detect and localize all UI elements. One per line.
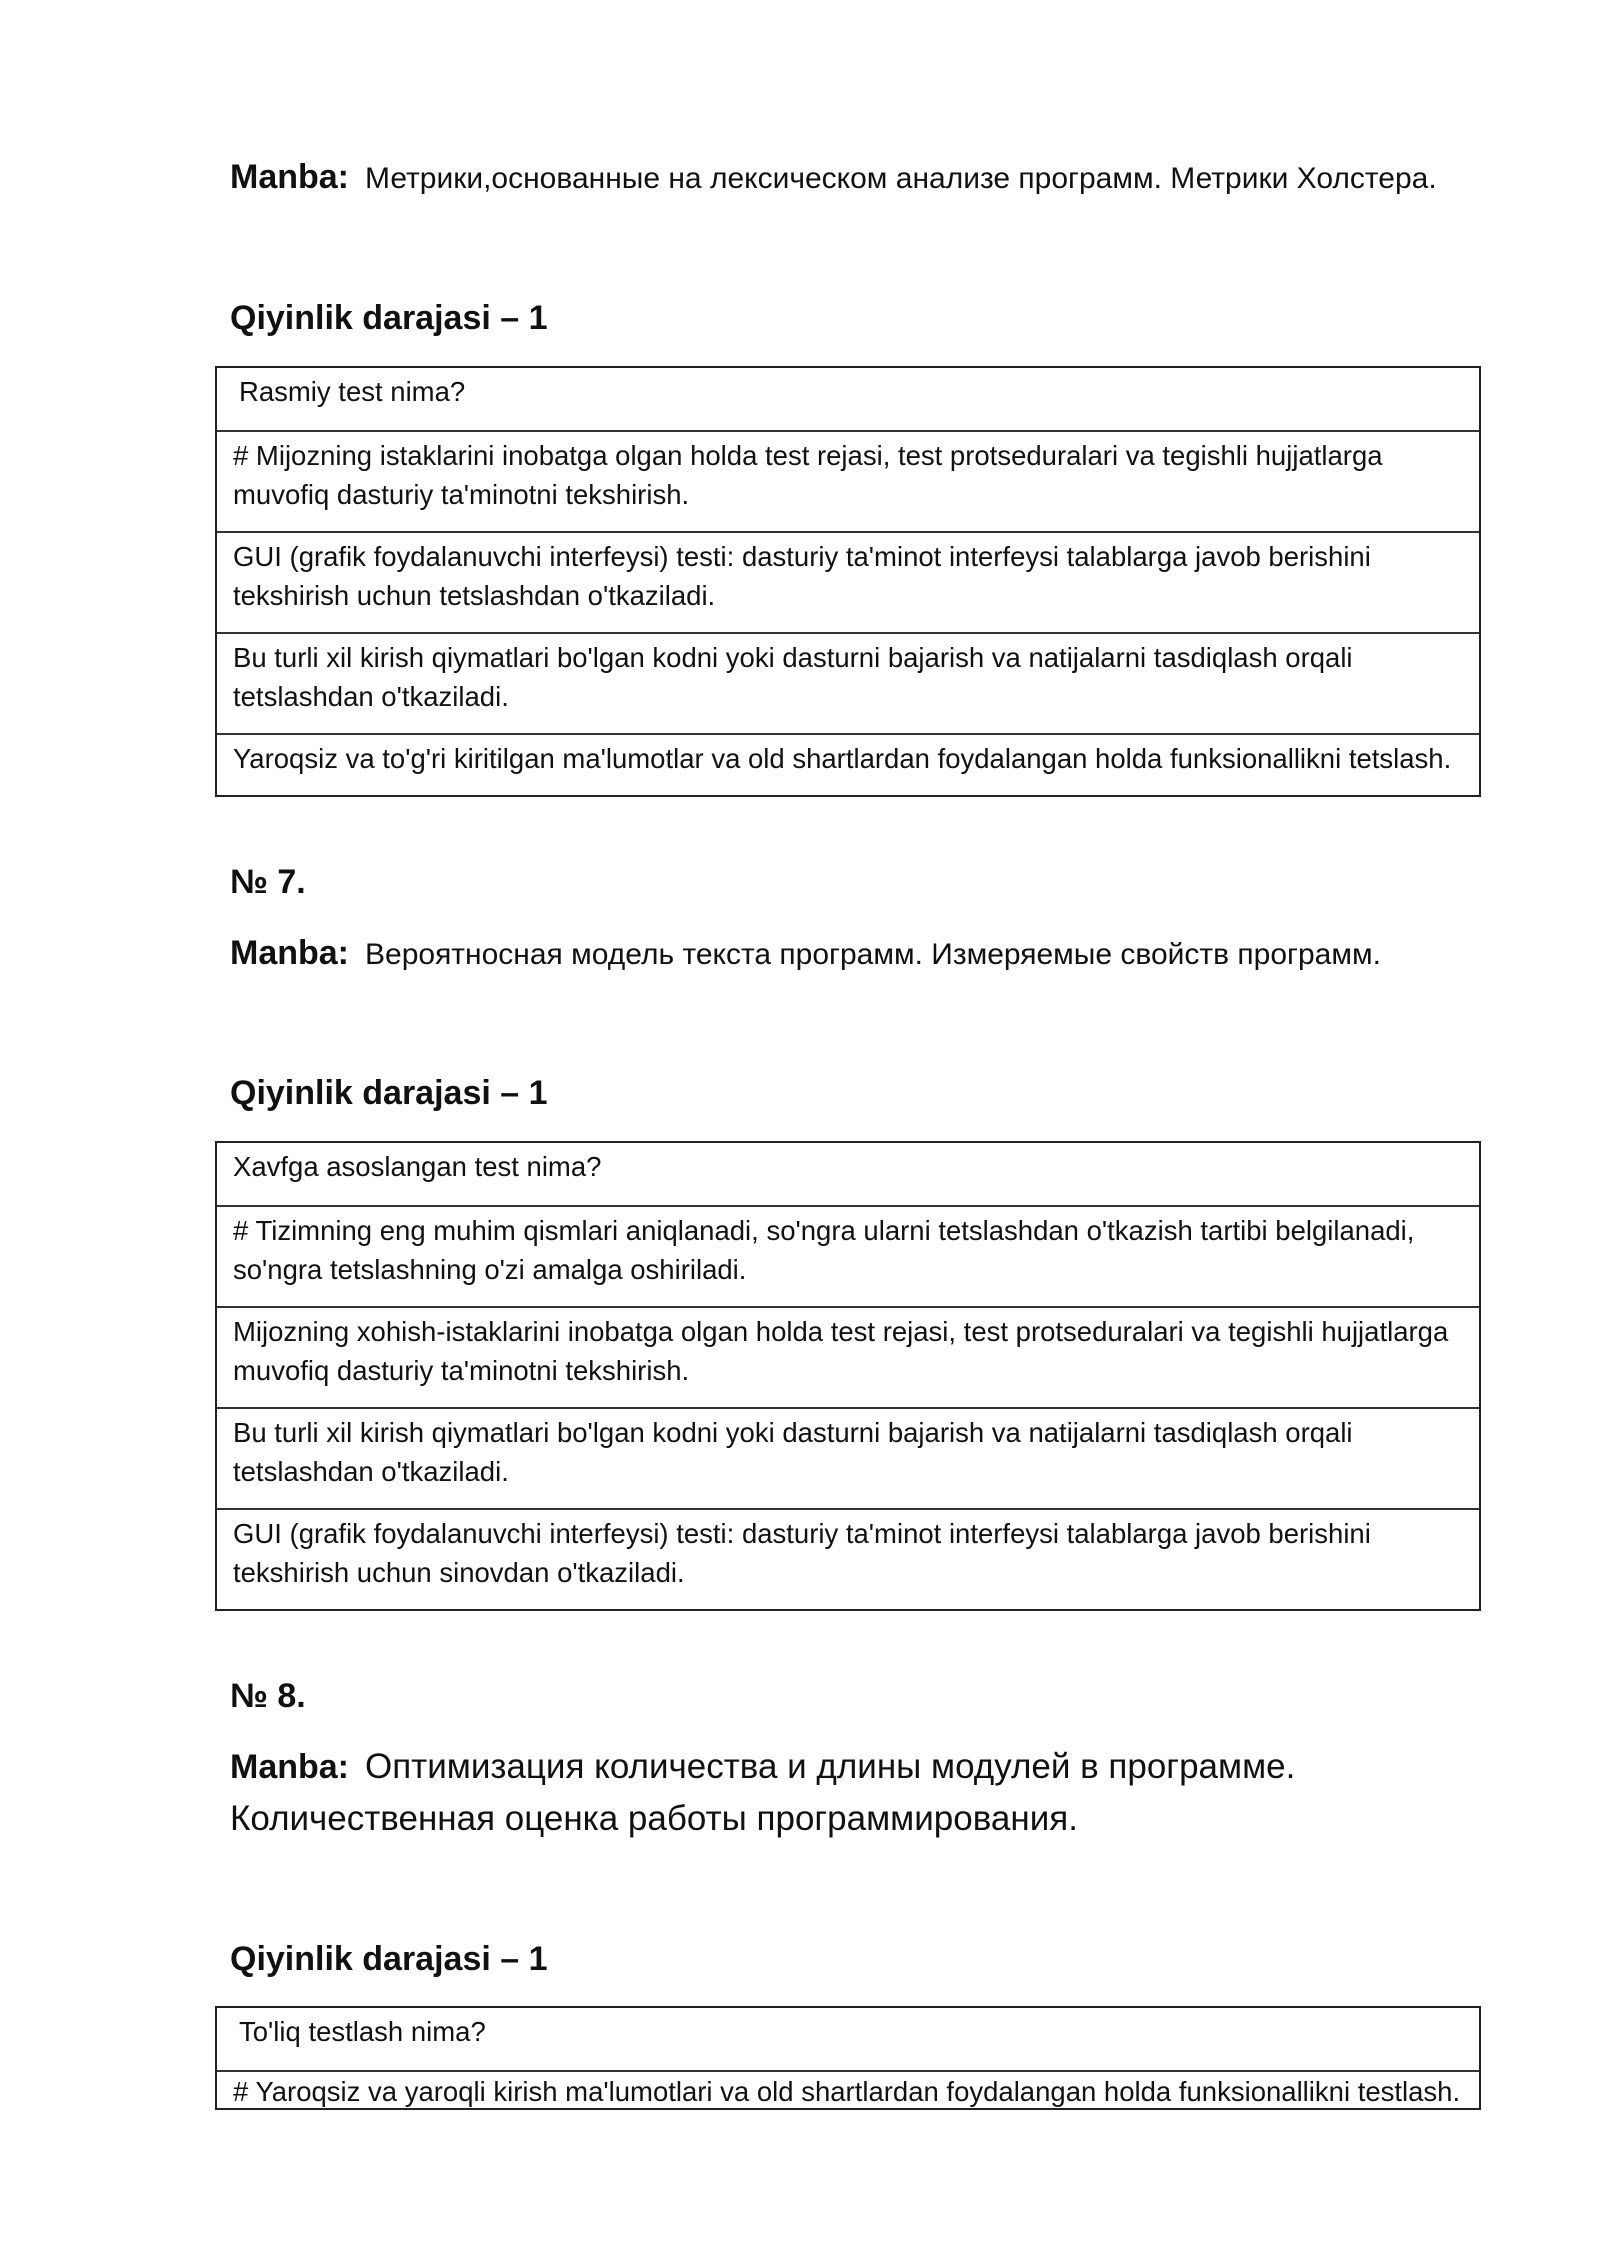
source-text-line2: Количественная оценка работы программирования. xyxy=(230,1799,1078,1838)
answer-row: Yaroqsiz va to'g'ri kiritilgan ma'lumotlar va old shartlardan foydalangan holda funksionallikni tetslash. xyxy=(217,733,1479,795)
source-text-line1: Оптимизация количества и длины модулей в программе. xyxy=(365,1747,1296,1786)
difficulty-heading: Qiyinlik darajasi – 1 xyxy=(230,299,548,337)
question-row: Rasmiy test nima? xyxy=(239,376,466,407)
question-table xyxy=(215,366,1481,797)
answer-row-correct: # Yaroqsiz va yaroqli kirish ma'lumotlari va old shartlardan foydalangan holda funksionallikni testlash. xyxy=(217,2070,1479,2108)
answer-row: GUI (grafik foydalanuvchi interfeysi) testi: dasturiy ta'minot interfeysi talablarga javob berishini tekshirish uchun tetslashdan o'tkaziladi. xyxy=(217,531,1479,632)
question-number: № 7. xyxy=(230,863,306,901)
answer-row: GUI (grafik foydalanuvchi interfeysi) testi: dasturiy ta'minot interfeysi talablarga javob berishini tekshirish uchun sinovdan o'tkaziladi. xyxy=(217,1508,1479,1609)
question-table xyxy=(215,1141,1481,1611)
source-label: Manba: xyxy=(230,934,349,972)
answer-row-correct: # Tizimning eng muhim qismlari aniqlanadi, so'ngra ularni tetslashdan o'tkazish tartibi belgilanadi, so'ngra tetslashning o'zi amalga oshiriladi. xyxy=(217,1205,1479,1306)
source-label: Manba: xyxy=(230,1748,349,1786)
answer-row: Bu turli xil kirish qiymatlari bo'lgan kodni yoki dasturni bajarish va natijalarni tasdiqlash orqali tetslashdan o'tkaziladi. xyxy=(217,632,1479,733)
source-line xyxy=(230,1742,1295,1846)
answer-row: Bu turli xil kirish qiymatlari bo'lgan kodni yoki dasturni bajarish va natijalarni tasdiqlash orqali tetslashdan o'tkaziladi. xyxy=(217,1407,1479,1508)
source-line xyxy=(230,928,1381,980)
source-label: Manba: xyxy=(230,158,349,196)
question-row: Xavfga asoslangan test nima? xyxy=(233,1151,602,1182)
source-text: Метрики,основанные на лексическом анализе программ. Метрики Холстера. xyxy=(365,162,1437,195)
answer-row: Mijozning xohish-istaklarini inobatga olgan holda test rejasi, test protseduralari va tegishli hujjatlarga muvofiq dasturiy ta'minotni tekshirish. xyxy=(217,1306,1479,1407)
source-text: Вероятносная модель текста программ. Измеряемые свойств программ. xyxy=(365,938,1381,971)
question-number: № 8. xyxy=(230,1677,306,1715)
difficulty-heading: Qiyinlik darajasi – 1 xyxy=(230,1940,548,1978)
question-row: To'liq testlash nima? xyxy=(239,2016,486,2047)
source-line xyxy=(230,152,1437,204)
difficulty-heading: Qiyinlik darajasi – 1 xyxy=(230,1074,548,1112)
question-table xyxy=(215,2006,1481,2110)
answer-row-correct: # Mijozning istaklarini inobatga olgan holda test rejasi, test protseduralari va tegishli hujjatlarga muvofiq dasturiy ta'minotni tekshirish. xyxy=(217,430,1479,531)
